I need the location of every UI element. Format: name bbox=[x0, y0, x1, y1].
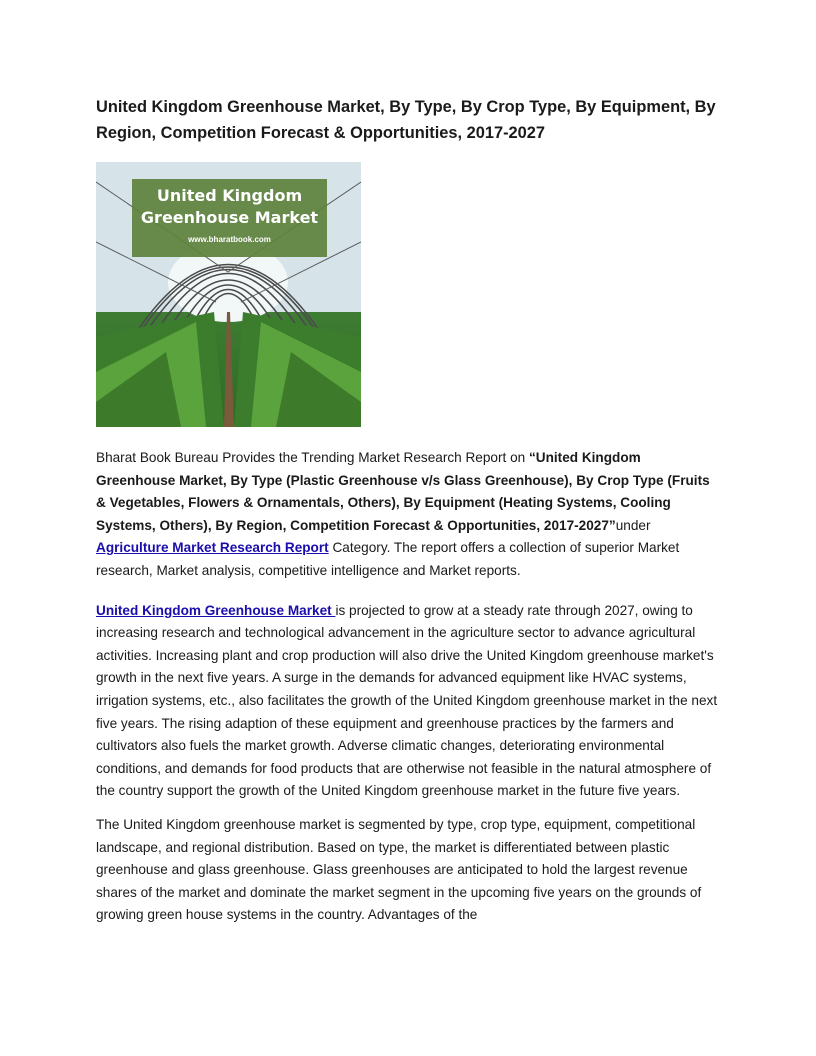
intro-paragraph bbox=[96, 447, 722, 583]
market-paragraph-1-text: is projected to grow at a steady rate through 2027, owing to increasing research and technological advancement in the agriculture sector to advance agricultural activities. Increasing plant and crop production will also drive the United Kingdom greenhouse market's growth in the next five years. A surge in the demands for advanced equipment like HVAC systems, irrigation systems, etc., also facilitates the growth of the United Kingdom greenhouse market in the next five years. The rising adaption of these equipment and greenhouse practices by the farmers and cultivators also fuels the market growth. Adverse climatic changes, deteriorating environmental conditions, and demands for food products that are otherwise not feasible in the natural atmosphere of the country support the growth of the United Kingdom greenhouse market in the future five years. bbox=[96, 602, 718, 799]
cover-title-line1: United Kingdom bbox=[156, 186, 303, 205]
uk-greenhouse-market-link[interactable]: United Kingdom Greenhouse Market bbox=[96, 602, 336, 618]
cover-url: www.bharatbook.com bbox=[188, 235, 271, 244]
document-page bbox=[96, 94, 722, 927]
intro-lead: Bharat Book Bureau Provides the Trending Market Research Report on bbox=[96, 450, 529, 465]
agriculture-report-link[interactable]: Agriculture Market Research Report bbox=[96, 540, 329, 556]
intro-tail: Category. The report offers a collection of superior Market research, Market analysis, competitive intelligence and Market reports. bbox=[96, 540, 680, 578]
market-paragraph-2: The United Kingdom greenhouse market is segmented by type, crop type, equipment, competitional landscape, and regional distribution. Based on type, the market is differentiated between plastic greenhouse and glass greenhouse. Glass greenhouses are anticipated to hold the largest revenue shares of the market and dominate the market segment in the upcoming five years on the grounds of growing green house systems in the country. Advantages of the bbox=[96, 816, 702, 923]
intro-report-name: “United Kingdom Greenhouse Market, By Type (Plastic Greenhouse v/s Glass Greenhouse), By Crop Type (Fruits & Vegetables, Flowers & Ornamentals, Others), By Equipment (Heating Systems, Cooling Systems, Others), By Region, Competition Forecast & Opportunities, 2017-2027” bbox=[96, 450, 710, 533]
cover-image bbox=[96, 162, 361, 427]
cover-title-line2: Greenhouse Market bbox=[140, 208, 319, 227]
intro-under: under bbox=[615, 517, 651, 533]
report-title: United Kingdom Greenhouse Market, By Type, By Crop Type, By Equipment, By Region, Competition Forecast & Opportunities, 2017-2027 bbox=[96, 98, 716, 142]
cover-banner bbox=[132, 179, 327, 257]
market-paragraph-1 bbox=[96, 600, 722, 803]
